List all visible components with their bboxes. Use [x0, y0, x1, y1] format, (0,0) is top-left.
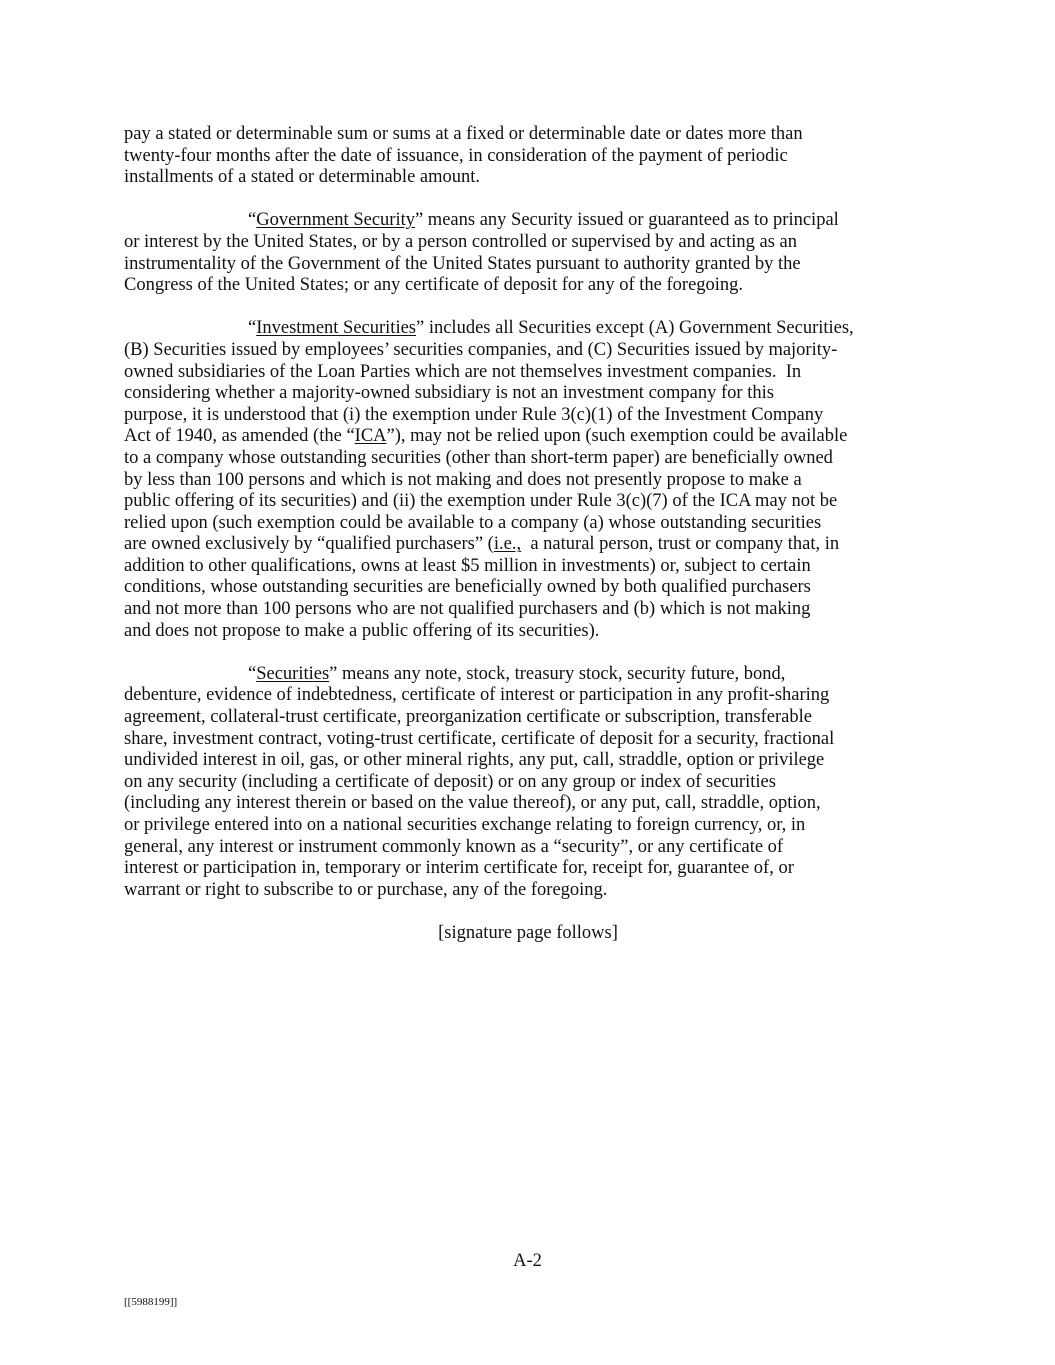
text-segment: interest or participation in, temporary or interim certificate for, receipt for, guarantee of, or [124, 858, 794, 879]
text-segment: “ [248, 210, 257, 231]
text-line [124, 318, 944, 340]
text-line [124, 685, 944, 707]
text-segment: considering whether a majority-owned subsidiary is not an investment company for this [124, 383, 774, 404]
text-line [124, 729, 944, 751]
text-line [124, 772, 944, 794]
text-segment: general, any interest or instrument commonly known as a “security”, or any certificate of [124, 836, 784, 857]
text-segment: warrant or right to subscribe to or purchase, any of the foregoing. [124, 879, 608, 900]
signature-page-note: [signature page follows] [438, 922, 618, 943]
text-segment: twenty-four months after the date of issuance, in consideration of the payment of periodic [124, 145, 788, 166]
text-line [124, 880, 944, 902]
text-segment: addition to other qualifications, owns at least $5 million in investments) or, subject to certain [124, 555, 811, 576]
page-number: A-2 [513, 1251, 542, 1271]
text-line [124, 254, 944, 276]
text-segment: “ [248, 318, 257, 339]
text-line [124, 275, 944, 297]
text-segment: to a company whose outstanding securities (other than short-term paper) are beneficially owned [124, 447, 833, 468]
text-line [124, 837, 944, 859]
document-id: [[5988199]] [124, 1296, 178, 1308]
text-line [124, 448, 944, 470]
text-segment: relied upon (such exemption could be available to a company (a) whose outstanding securities [124, 512, 822, 533]
text-line [124, 599, 944, 621]
text-line [124, 167, 944, 189]
text-segment: pay a stated or determinable sum or sums at a fixed or determinable date or dates more than [124, 124, 803, 144]
text-line [124, 556, 944, 578]
text-line [124, 124, 944, 146]
paragraph [124, 664, 944, 902]
text-line [124, 146, 944, 168]
text-line [124, 815, 944, 837]
defined-term: i.e., [493, 534, 522, 555]
text-line [124, 707, 944, 729]
text-segment: (B) Securities issued by employees’ securities companies, and (C) Securities issued by majority- [124, 339, 838, 360]
text-segment: Congress of the United States; or any certificate of deposit for any of the foregoing. [124, 275, 744, 296]
text-line [124, 750, 944, 772]
text-segment: (including any interest therein or based on the value thereof), or any put, call, straddle, option, [124, 793, 821, 814]
paragraph [124, 318, 944, 642]
text-segment: ” means any note, stock, treasury stock, security future, bond, [329, 663, 786, 684]
text-segment: by less than 100 persons and which is not making and does not presently propose to make a [124, 469, 802, 490]
text-segment: “ [248, 663, 257, 684]
text-segment: ” means any Security issued or guaranteed as to principal [414, 210, 839, 231]
text-segment: and not more than 100 persons who are not qualified purchasers and (b) which is not making [124, 599, 811, 620]
text-line [124, 340, 944, 362]
text-line [124, 513, 944, 535]
text-segment: agreement, collateral-trust certificate, preorganization certificate or subscription, transferable [124, 707, 812, 728]
text-segment: share, investment contract, voting-trust certificate, certificate of deposit for a security, fractional [124, 728, 835, 749]
text-segment: undivided interest in oil, gas, or other mineral rights, any put, call, straddle, option or privilege [124, 750, 825, 771]
text-line [124, 491, 944, 513]
text-line [124, 232, 944, 254]
text-segment: instrumentality of the Government of the United States pursuant to authority granted by the [124, 253, 801, 274]
defined-term: Securities [256, 663, 330, 684]
text-segment: owned subsidiaries of the Loan Parties which are not themselves investment companies. In [124, 361, 802, 382]
text-line [124, 405, 944, 427]
text-segment: Act of 1940, as amended (the “ [124, 426, 355, 447]
text-segment: or interest by the United States, or by a person controlled or supervised by and acting as an [124, 231, 798, 252]
paragraph [124, 124, 944, 189]
text-line [124, 210, 944, 232]
text-segment: ”), may not be relied upon (such exemption could be available [386, 426, 848, 447]
text-segment: on any security (including a certificate of deposit) or on any group or index of securities [124, 771, 776, 792]
text-segment: public offering of its securities) and (ii) the exemption under Rule 3(c)(7) of the ICA may not be [124, 491, 838, 512]
text-line [124, 621, 944, 643]
text-line [124, 577, 944, 599]
text-line [124, 534, 944, 556]
defined-term: Investment Securities [256, 318, 416, 339]
text-segment: debenture, evidence of indebtedness, certificate of interest or participation in any profit-sharing [124, 685, 830, 706]
text-segment: a natural person, trust or company that, in [521, 534, 840, 555]
text-segment: purpose, it is understood that (i) the exemption under Rule 3(c)(1) of the Investment Company [124, 404, 824, 425]
text-line [124, 470, 944, 492]
text-line [124, 362, 944, 384]
text-segment: and does not propose to make a public offering of its securities). [124, 620, 600, 641]
defined-term: ICA [354, 426, 387, 447]
text-line [124, 383, 944, 405]
defined-term: Government Security [256, 210, 415, 231]
text-segment: installments of a stated or determinable amount. [124, 167, 481, 188]
text-segment: conditions, whose outstanding securities are beneficially owned by both qualified purchasers [124, 577, 811, 598]
text-line [124, 858, 944, 880]
text-line [124, 664, 944, 686]
text-line [124, 426, 944, 448]
text-segment: are owned exclusively by “qualified purchasers” ( [124, 534, 494, 555]
document-body [124, 124, 944, 945]
text-segment: ” includes all Securities except (A) Government Securities, [416, 318, 854, 339]
text-line [124, 793, 944, 815]
text-segment: or privilege entered into on a national securities exchange relating to foreign currency, or, in [124, 815, 806, 835]
paragraph [124, 210, 944, 296]
